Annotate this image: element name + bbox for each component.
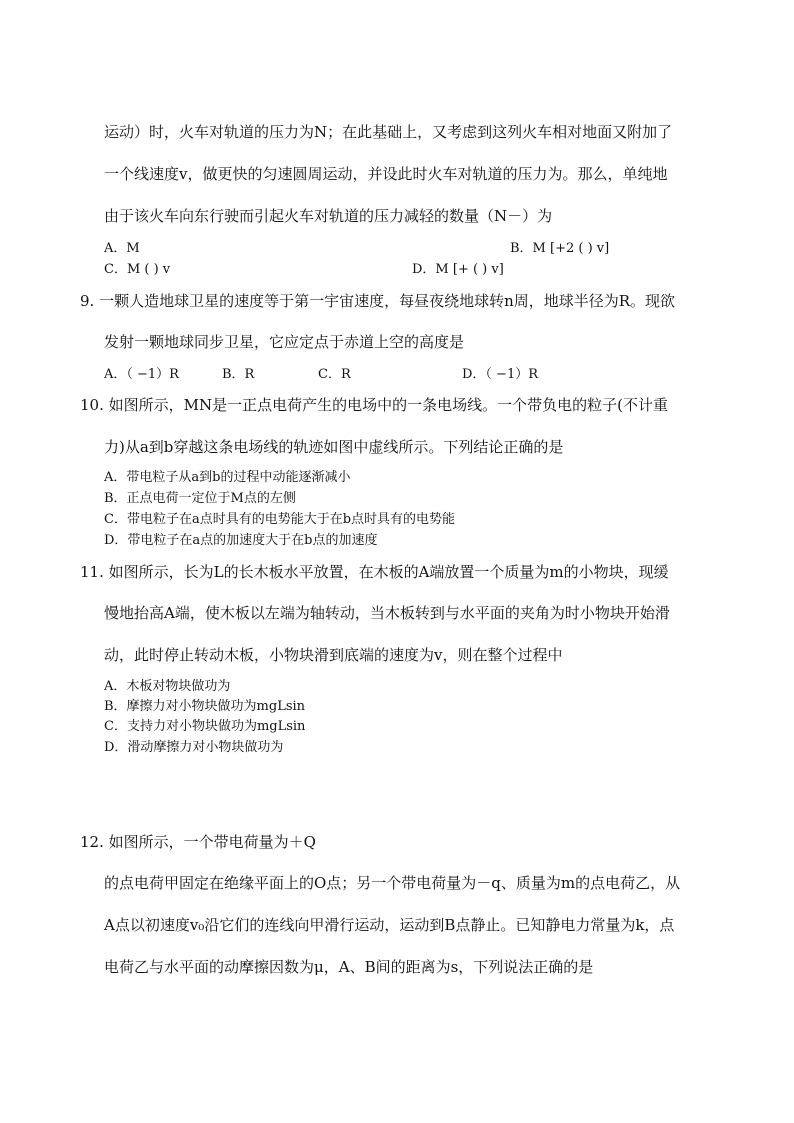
q10-text-line-1: 10. 如图所示，MN是一正点电荷产生的电场中的一条电场线。一个带负电的粒子(不计重 xyxy=(80,396,668,414)
q9-option-c: C．R xyxy=(318,367,351,382)
q8-option-a: A．M xyxy=(104,241,140,256)
q9-option-b: B．R xyxy=(222,367,255,382)
q12-text-line-2: 的点电荷甲固定在绝缘平面上的O点；另一个带电荷量为－q、质量为m的点电荷乙，从 xyxy=(104,874,681,892)
q10-text-line-2: 力)从a到b穿越这条电场线的轨迹如图中虚线所示。下列结论正确的是 xyxy=(104,438,564,456)
q11-text-line-3: 动，此时停止转动木板，小物块滑到底端的速度为v，则在整个过程中 xyxy=(104,646,563,664)
q10-option-b: B．正点电荷一定位于M点的左侧 xyxy=(104,491,296,506)
q10-option-c: C．带电粒子在a点时具有的电势能大于在b点时具有的电势能 xyxy=(104,512,456,527)
q10-option-a: A．带电粒子从a到b的过程中动能逐渐减小 xyxy=(104,470,351,485)
q11-option-c: C．支持力对小物块做功为mgLsin xyxy=(104,719,306,734)
q9-text-line-2: 发射一颗地球同步卫星，它应定点于赤道上空的高度是 xyxy=(104,333,465,351)
q11-option-b: B．摩擦力对小物块做功为mgLsin xyxy=(104,699,306,714)
q12-text-line-3: A点以初速度v₀沿它们的连线向甲滑行运动，运动到B点静止。已知静电力常量为k，点 xyxy=(104,916,675,934)
q8-text-line-1: 运动）时，火车对轨道的压力为N；在此基础上，又考虑到这列火车相对地面又附加了 xyxy=(104,123,673,141)
q8-option-d: D．M [+ ( ) v] xyxy=(412,262,504,277)
q11-text-line-2: 慢地抬高A端，使木板以左端为轴转动，当木板转到与水平面的夹角为时小物块开始滑 xyxy=(104,604,670,622)
q11-option-a: A．木板对物块做功为 xyxy=(104,679,231,694)
q12-text-line-1: 12. 如图所示，一个带电荷量为＋Q xyxy=(80,833,316,851)
q9-text-line-1: 9. 一颗人造地球卫星的速度等于第一宇宙速度，每昼夜绕地球转n周，地球半径为R。现欲 xyxy=(80,292,676,310)
q8-option-c: C．M ( ) v xyxy=(104,262,171,277)
q8-text-line-3: 由于该火车向东行驶而引起火车对轨道的压力减轻的数量（N－）为 xyxy=(104,207,553,225)
q10-option-d: D．带电粒子在a点的加速度大于在b点的加速度 xyxy=(104,533,378,548)
q8-option-b: B．M [+2 ( ) v] xyxy=(510,241,610,256)
q12-text-line-4: 电荷乙与水平面的动摩擦因数为μ，A、B间的距离为s，下列说法正确的是 xyxy=(104,958,594,976)
q9-option-d: D．（ −1）R xyxy=(462,367,539,382)
q11-text-line-1: 11. 如图所示，长为L的长木板水平放置，在木板的A端放置一个质量为m的小物块，现缓 xyxy=(80,563,669,581)
q9-option-a: A．（ −1）R xyxy=(104,367,179,382)
q8-text-line-2: 一个线速度v，做更快的匀速圆周运动，并设此时火车对轨道的压力为。那么，单纯地 xyxy=(104,165,668,183)
q11-option-d: D．滑动摩擦力对小物块做功为 xyxy=(104,740,284,755)
